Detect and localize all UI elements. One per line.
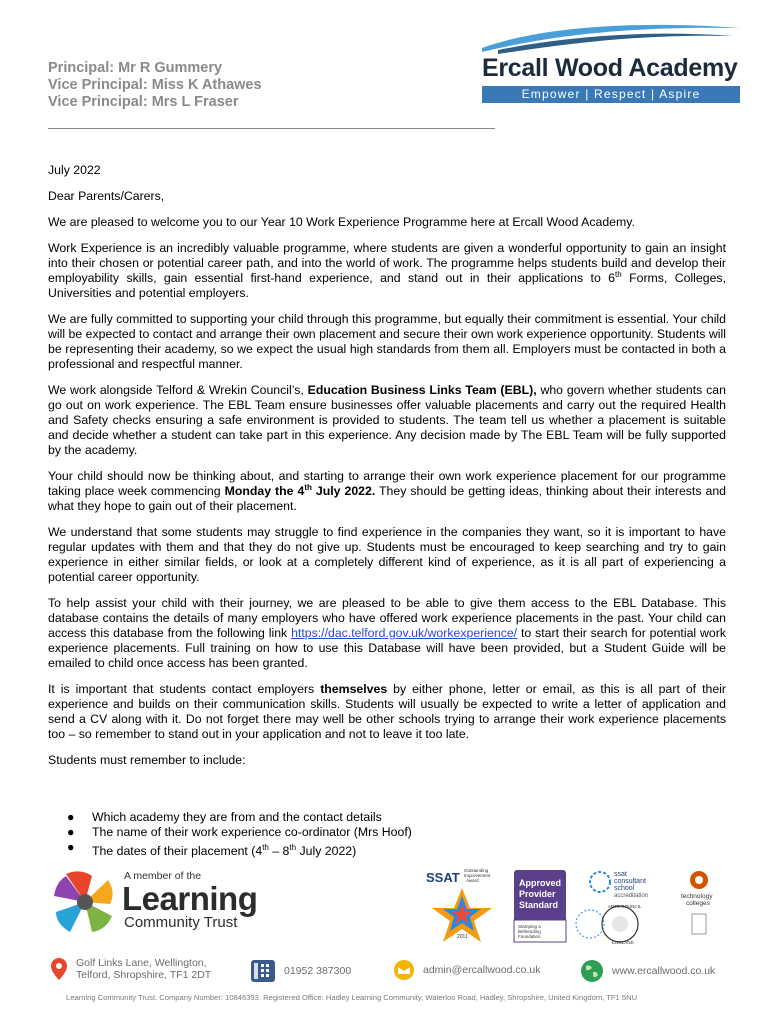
paragraph-8-text-end: by either phone, letter or email, as this is all part of their experience and builds on their communication skills. Students will usually be expected to write a letter of application and send a CV along with it. Do not forget there may well be other schools trying to arrange their work experience placements too – so remember to stand out in your application and not to leave it too late.: [48, 682, 726, 741]
list-item: [48, 810, 412, 825]
ssat-year: 2011: [457, 934, 468, 940]
list-item-sup-2: th: [289, 843, 297, 852]
phone-number[interactable]: 01952 387300: [284, 965, 352, 977]
ebl-database-link[interactable]: https://dac.telford.gov.uk/workexperience/: [291, 626, 518, 640]
consultant-school-badge: [576, 871, 648, 945]
paragraph-6: We understand that some students may struggle to find experience in the companies they want, so it is important to have regular updates with them and that they do not give up. Students must be encouraged to keep searching and try to gain experience in either similar fields, or look at a completely different kind of experience, as it is all part of experiencing a potential career opportunity.: [48, 525, 726, 584]
provider-text-2: Provider: [519, 889, 556, 899]
paragraph-8-text: It is important that students contact employers: [48, 682, 321, 696]
list-item: [48, 825, 412, 840]
paragraph-7-text: To help assist your child with their journey, we are pleased to be able to give them access to the EBL Database. This database contains the details of many employers who have offered work experience placements in the past. Your child can access this database from the following link: [48, 596, 726, 640]
bullet-icon: ●: [67, 825, 75, 839]
paragraph-7-text-end: to start their search for potential work experience placements. Full training on how to use this Database will have been provided, but a Student Guide will be emailed to child once access has been granted.: [48, 626, 726, 670]
bullet-icon: ●: [67, 810, 75, 824]
paragraph-1: We are pleased to welcome you to our Year 10 Work Experience Programme here at Ercall Wood Academy.: [48, 215, 635, 229]
paragraph-4: [48, 383, 726, 458]
email-address[interactable]: admin@ercallwood.co.uk: [423, 964, 541, 976]
list-item-text-end: July 2022): [296, 844, 357, 859]
accreditation-badges: [424, 866, 724, 946]
provider-foot-2: Befriending: [518, 929, 541, 934]
list-item-text-mid: – 8: [268, 844, 290, 859]
placement-date-start: Monday the 4: [224, 484, 305, 498]
paragraph-9: Students must remember to include:: [48, 753, 246, 767]
letter-salutation: Dear Parents/Carers,: [48, 189, 165, 203]
trust-name: Learning: [122, 880, 258, 917]
trust-subtitle: Community Trust: [124, 914, 238, 931]
phone-icon: [250, 959, 276, 983]
paragraph-2-text: Work Experience is an incredibly valuable programme, where students are given a wonderful opportunity to gain an insight into their chosen or potential career path, and into the world of work. The programme helps students build and develop their employability skills, gain essential first-hand experience, and stand out in their applications to 6: [48, 241, 726, 285]
footer-contacts: [50, 957, 730, 987]
ssat-award-badge: [426, 868, 492, 942]
ebl-team-name: Education Business Links Team (EBL),: [307, 383, 537, 397]
placement-date: [225, 484, 376, 498]
paragraph-3: We are fully committed to supporting your child through this programme, but equally their commitment is essential. Your child will be expected to contact and arrange their own placement and secure their own work experience opportunity. Students will be representing their academy, so we expect the usual high standards from them all. Employers must be contacted in both a professional and respectful manner.: [48, 312, 726, 371]
letter-body: [48, 163, 726, 779]
list-item: [48, 840, 412, 859]
paragraph-5-text-end: They should be getting ideas, thinking about their interests and what they hope to gain out of their placement.: [48, 484, 727, 513]
ssat-award-text-1: Outstanding: [464, 868, 489, 873]
ssat-award-text-3: Award: [466, 878, 479, 883]
paragraph-4-text-end: who govern whether students can go out on work experience. The EBL Team ensure businesses offer valuable placements and carry out the required Health and Safety checks ensuring a safe environment is provided to students. The team tell us whether a placement is suitable and decide whether a student can take part in this experience. Any decision made by The EBL Team will be fully supported by the academy.: [48, 383, 726, 457]
website-url[interactable]: www.ercallwood.co.uk: [612, 965, 716, 977]
trust-logo: [50, 864, 300, 942]
footer-website: [580, 959, 715, 983]
paragraph-2: [48, 241, 726, 301]
swoosh-icon: [478, 18, 743, 58]
consultant-text-4: accreditation: [614, 893, 649, 899]
consultant-text-1: ssat: [614, 871, 627, 878]
technology-colleges-badge: [681, 871, 713, 934]
paragraph-4-text: We work alongside Telford & Wrekin Council’s,: [48, 383, 308, 397]
consultant-text-2: consultant: [614, 878, 646, 885]
placement-date-sup: th: [304, 482, 312, 492]
arts-england-text: ENGLAND: [612, 940, 634, 945]
tech-text-1: technology: [681, 893, 713, 900]
letter-date: July 2022: [48, 163, 101, 177]
paragraph-5: [48, 469, 726, 514]
trust-member-text: A member of the: [124, 870, 202, 882]
paragraph-5-text: Your child should now be thinking about, and starting to arrange their own work experience placement for our programme taking place week commencing: [48, 469, 726, 498]
ssat-award-text-2: Improvement: [464, 873, 491, 878]
provider-foot-1: Stamping a: [518, 924, 541, 929]
list-item-text: The dates of their placement (4: [92, 844, 263, 859]
themselves-bold: themselves: [320, 682, 388, 696]
tech-text-2: colleges: [686, 900, 710, 907]
principal-line: Principal: Mr R Gummery: [48, 60, 223, 76]
list-item-text: The name of their work experience co-ordinator (Mrs Hoof): [92, 825, 412, 839]
list-item-text: Which academy they are from and the contact details: [92, 810, 382, 824]
include-list: [48, 810, 412, 859]
address-line-2: Telford, Shropshire, TF1 2DT: [76, 969, 212, 981]
location-pin-icon: [50, 957, 68, 981]
paragraph-8: [48, 682, 726, 742]
footer-address: [50, 957, 211, 981]
arts-council-text: ARTS COUNCIL: [608, 904, 642, 909]
globe-icon: [580, 959, 604, 983]
provider-foot-3: Foundation: [518, 934, 541, 939]
company-legal-line: Learning Community Trust. Company Number: 10846393. Registered Office: Hadley Learning Community, Waterloo Road, Hadley, Shropshire, United Kingdom, TF1 5NU: [66, 993, 638, 1002]
vice-principal-line-2: Vice Principal: Mrs L Fraser: [48, 94, 239, 110]
logo-school-name: Ercall Wood Academy: [482, 54, 738, 82]
bullet-icon: ●: [67, 840, 75, 854]
vice-principal-line-1: Vice Principal: Miss K Athawes: [48, 77, 262, 93]
trust-pinwheel-icon: [50, 866, 120, 938]
footer-phone: [250, 959, 351, 983]
address-line-1: Golf Links Lane, Wellington,: [76, 957, 207, 969]
ssat-label: SSAT: [426, 870, 460, 885]
email-icon: [393, 959, 415, 981]
paragraph-2-sup: th: [615, 269, 622, 279]
school-logo: [478, 18, 743, 106]
provider-text-1: Approved: [519, 878, 562, 888]
badges-graphic: [424, 866, 724, 946]
provider-text-3: Standard: [519, 900, 559, 910]
approved-provider-badge: [514, 870, 566, 942]
header-divider: [48, 128, 495, 129]
logo-tagline: Empower | Respect | Aspire: [482, 86, 740, 103]
paragraph-7: [48, 596, 726, 671]
placement-date-end: July 2022.: [311, 484, 376, 498]
list-item-sup: th: [262, 843, 269, 852]
footer-email: [393, 959, 540, 981]
paragraph-2-text-end: Forms, Colleges, Universities and potential employers.: [48, 271, 726, 300]
consultant-text-3: school: [614, 885, 635, 892]
principals-block: [48, 60, 262, 111]
